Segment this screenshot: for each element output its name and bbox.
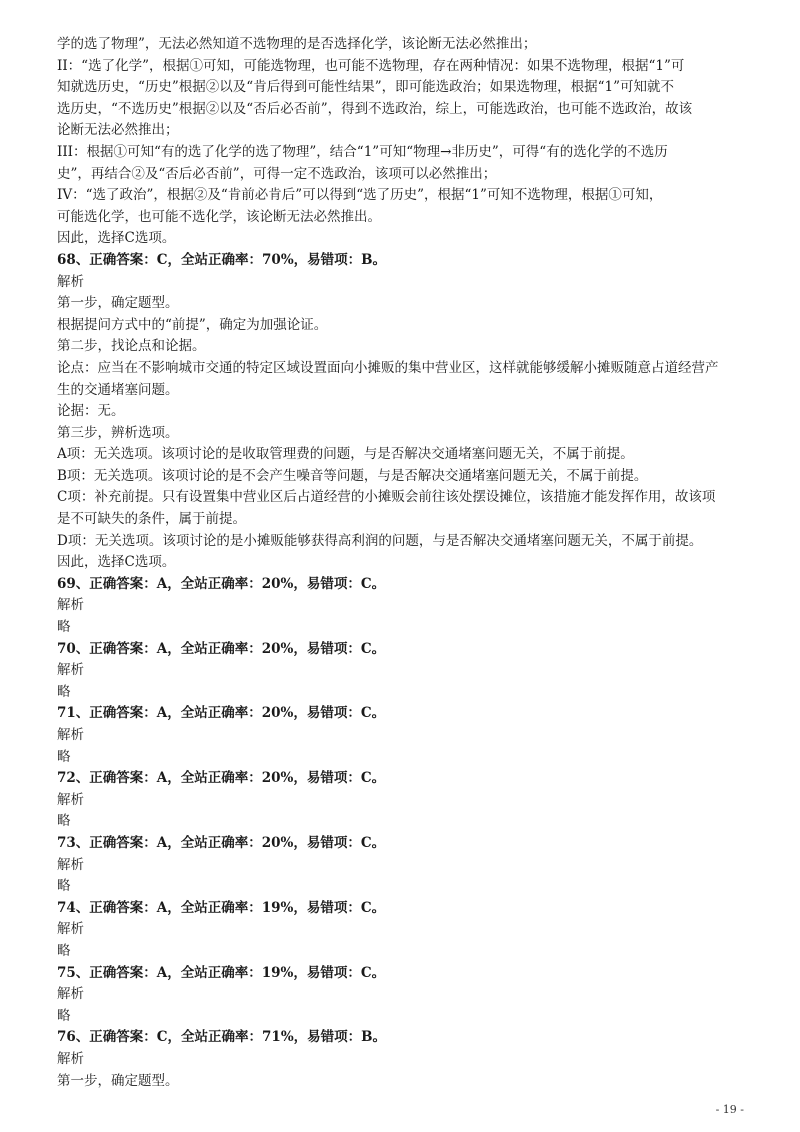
text-line: 解析 (57, 273, 84, 290)
explanation-label: 解析 (57, 727, 84, 743)
text-line: 因此，选择C选项。 (57, 230, 176, 247)
explanation-label: 解析 (57, 1050, 84, 1067)
question-69 (57, 574, 762, 639)
explanation-text: 略 (57, 813, 71, 830)
text-line: 史”，再结合②及“否后必否前”，可得一定不选政治，该项可以必然推出； (57, 165, 497, 182)
previous-explanation (57, 34, 762, 250)
explanation-label: 解析 (57, 921, 84, 938)
text-line: 根据提问方式中的“前提”，确定为加强论证。 (57, 316, 328, 333)
explanation-label: 解析 (57, 662, 84, 679)
explanation-label: 解析 (57, 791, 84, 808)
text-line: D项：无关选项。该项讨论的是小摊贩能够获得高利润的问题，与是否解决交通堵塞问题无关，不属于前提。 (57, 532, 703, 549)
text-line: III：根据①可知“有的选了化学的选了物理”，结合“1”可知“物理→非历史”，可得“有的选化学的不选历 (57, 143, 668, 160)
text-line: 是不可缺失的条件，属于前提。 (57, 511, 246, 528)
explanation-label: 解析 (57, 597, 84, 614)
answer-header: 71、正确答案：A，全站正确率：20%，易错项：C。 (57, 705, 386, 722)
text-line: B项：无关选项。该项讨论的是不会产生噪音等问题，与是否解决交通堵塞问题无关，不属于前提。 (57, 467, 648, 484)
explanation-text: 略 (57, 1007, 71, 1024)
question-71 (57, 703, 762, 768)
question-68 (57, 250, 762, 574)
text-line: 选历史，“不选历史”根据②以及“否后必否前”，得到不选政治，综上，可能选政治，也可能不选政治，故该 (57, 100, 693, 117)
text-line: 论断无法必然推出； (57, 122, 179, 139)
text-line: 第三步，辨析选项。 (57, 424, 179, 441)
text-line: II：“选了化学”，根据①可知，可能选物理，也可能不选物理，存在两种情况：如果不选物理，根据“1”可 (57, 57, 685, 74)
explanation-text: 略 (57, 683, 71, 700)
answer-header: 70、正确答案：A，全站正确率：20%，易错项：C。 (57, 640, 386, 657)
answer-header: 75、正确答案：A，全站正确率：19%，易错项：C。 (57, 964, 386, 981)
text-line: IV：“选了政治”，根据②及“肯前必肯后”可以得到“选了历史”，根据“1”可知不选物理，根据①可知， (57, 187, 663, 204)
explanation-label: 解析 (57, 856, 84, 873)
text-line: 第一步，确定题型。 (57, 1072, 179, 1089)
explanation-text: 略 (57, 942, 71, 959)
question-75 (57, 963, 762, 1028)
text-line: 第二步，找论点和论据。 (57, 338, 206, 355)
page-number: - 19 - (715, 1103, 744, 1116)
answer-header: 73、正确答案：A，全站正确率：20%，易错项：C。 (57, 834, 386, 851)
explanation-label: 解析 (57, 986, 84, 1003)
question-76 (57, 1027, 762, 1092)
answer-header: 74、正确答案：A，全站正确率：19%，易错项：C。 (57, 899, 386, 916)
text-line: 论点：应当在不影响城市交通的特定区域设置面向小摊贩的集中营业区，这样就能够缓解小摊贩随意占道经营产 (57, 359, 719, 376)
question-73 (57, 833, 762, 898)
answer-header: 69、正确答案：A，全站正确率：20%，易错项：C。 (57, 575, 386, 592)
answer-header: 72、正确答案：A，全站正确率：20%，易错项：C。 (57, 770, 386, 787)
answer-header: 76、正确答案：C，全站正确率：71%，易错项：B。 (57, 1029, 387, 1046)
answer-header: 68、正确答案：C，全站正确率：70%，易错项：B。 (57, 251, 387, 268)
text-line: 生的交通堵塞问题。 (57, 381, 179, 398)
text-line: A项：无关选项。该项讨论的是收取管理费的问题，与是否解决交通堵塞问题无关，不属于前提。 (57, 446, 634, 463)
question-72 (57, 768, 762, 833)
text-line: 知就选历史，“历史”根据②以及“肯后得到可能性结果”，即可能选政治；如果选物理，根据“1”可知就不 (57, 79, 674, 96)
text-line: 因此，选择C选项。 (57, 554, 176, 571)
text-line: 学的选了物理”，无法必然知道不选物理的是否选择化学，该论断无法必然推出； (57, 36, 537, 52)
text-line: 第一步，确定题型。 (57, 295, 179, 312)
text-line: 论据：无。 (57, 403, 125, 420)
explanation-text: 略 (57, 878, 71, 895)
text-line: C项：补充前提。只有设置集中营业区后占道经营的小摊贩会前往该处摆设摊位，该措施才能发挥作用，故该项 (57, 489, 716, 506)
explanation-text: 略 (57, 619, 71, 636)
question-74 (57, 898, 762, 963)
question-70 (57, 639, 762, 704)
explanation-text: 略 (57, 748, 71, 765)
text-line: 可能选化学，也可能不选化学，该论断无法必然推出。 (57, 208, 381, 225)
